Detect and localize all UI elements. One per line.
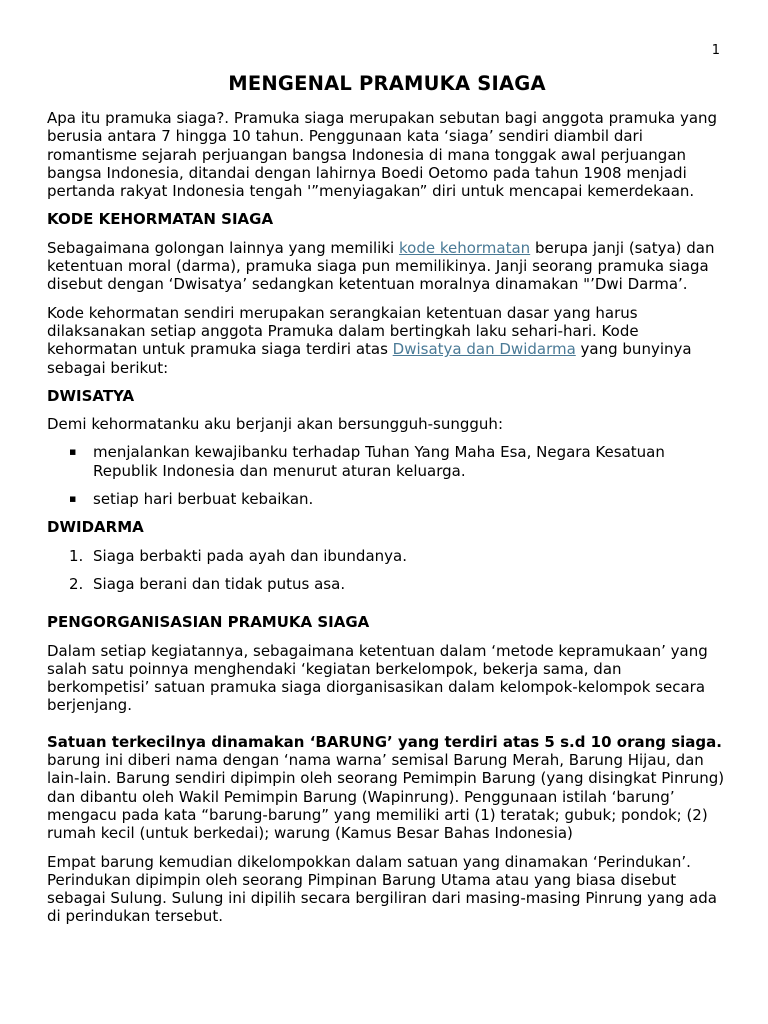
intro-paragraph: Apa itu pramuka siaga?. Pramuka siaga merupakan sebutan bagi anggota pramuka yang berusia antara 7 hingga 10 tahun. Penggunaan kata ‘siaga’ sendiri diambil dari romantisme sejarah perjuangan bangsa Indonesia di mana tonggak awal perjuangan bangsa Indonesia, ditandai dengan lahirnya Boedi Oetomo pada tahun 1908 menjadi pertanda rakyat Indonesia tengah '”menyiagakan” diri untuk mencapai kemerdekaan. <box>47 109 718 201</box>
square-bullet-icon: ▪ <box>69 492 77 506</box>
list-item-text: Siaga berbakti pada ayah dan ibundanya. <box>93 546 407 565</box>
list-item <box>47 490 727 508</box>
kode-paragraph-2 <box>47 304 727 377</box>
square-bullet-icon: ▪ <box>69 445 77 459</box>
organisasi-paragraph-1: Dalam setiap kegiatannya, sebagaimana ketentuan dalam ‘metode kepramukaan’ yang salah satu poinnya menghendaki ‘kegiatan berkelompok, bekerja sama, dan berkompetisi’ satuan pramuka siaga diorganisasikan dalam kelompok-kelompok secara berjenjang. <box>47 641 708 715</box>
dwidarma-list <box>47 547 727 594</box>
organisasi-paragraph-2 <box>47 733 727 843</box>
spacer <box>47 725 727 733</box>
dwisatya-dwidarma-link[interactable]: Dwisatya dan Dwidarma <box>392 340 576 359</box>
kode-kehormatan-link[interactable]: kode kehormatan <box>398 238 531 257</box>
barung-description: barung ini diberi nama dengan ‘nama warna’ semisal Barung Merah, Barung Hijau, dan lain-lain. Barung sendiri dipimpin oleh seorang Pemimpin Barung (yang disingkat Pinrung) dan dibantu oleh Wakil Pemimpin Barung (Wapinrung). Penggunaan istilah ‘barung’ mengacu pada kata “barung-barung” yang memiliki arti (1) teratak; gubuk; pondok; (2) rumah kecil (untuk berkedai); warung (Kamus Besar Bahas Indonesia) <box>47 751 725 843</box>
barung-definition-bold: Satuan terkecilnya dinamakan ‘BARUNG’ yang terdiri atas 5 s.d 10 orang siaga. <box>47 732 722 751</box>
spacer <box>47 603 727 613</box>
section-heading-dwidarma: DWIDARMA <box>47 518 144 537</box>
dwisatya-intro: Demi kehormatanku aku berjanji akan bersungguh-sungguh: <box>47 415 503 434</box>
section-heading-organisasi: PENGORGANISASIAN PRAMUKA SIAGA <box>47 613 370 632</box>
kode-p1-text-before: Sebagaimana golongan lainnya yang memiliki <box>47 238 399 257</box>
kode-p2-text-before: Kode kehormatan sendiri merupakan serangkaian ketentuan dasar yang harus dilaksanakan setiap anggota Pramuka dalam bertingkah laku sehari-hari. Kode kehormatan untuk pramuka siaga terdiri atas <box>47 303 639 359</box>
list-number: 2. <box>69 574 84 593</box>
page-number: 1 <box>711 43 720 58</box>
document-title: MENGENAL PRAMUKA SIAGA <box>228 72 546 95</box>
document-body <box>47 72 727 936</box>
list-item <box>47 443 727 480</box>
kode-paragraph-1 <box>47 239 727 294</box>
list-item-text: setiap hari berbuat kebaikan. <box>93 490 314 509</box>
list-item-text: menjalankan kewajibanku terhadap Tuhan Yang Maha Esa, Negara Kesatuan Republik Indonesia dan menurut aturan keluarga. <box>93 443 665 480</box>
section-heading-kode: KODE KEHORMATAN SIAGA <box>47 210 274 229</box>
dwisatya-list <box>47 443 727 508</box>
section-heading-dwisatya: DWISATYA <box>47 386 135 405</box>
list-item-text: Siaga berani dan tidak putus asa. <box>93 574 346 593</box>
list-number: 1. <box>69 546 84 565</box>
kode-p2-text-after: yang bunyinya sebagai berikut: <box>47 340 692 377</box>
list-item <box>47 547 727 565</box>
organisasi-paragraph-3: Empat barung kemudian dikelompokkan dalam satuan yang dinamakan ‘Perindukan’. Perindukan dipimpin oleh seorang Pimpinan Barung Utama atau yang biasa disebut sebagai Sulung. Sulung ini dipilih secara bergiliran dari masing-masing Pinrung yang ada di perindukan tersebut. <box>47 852 717 926</box>
list-item <box>47 575 727 593</box>
kode-p1-text-after: berupa janji (satya) dan ketentuan moral (darma), pramuka siaga pun memilikinya. Janji seorang pramuka siaga disebut dengan ‘Dwisatya’ sedangkan ketentuan moralnya dinamakan "’Dwi Darma’. <box>47 238 715 294</box>
